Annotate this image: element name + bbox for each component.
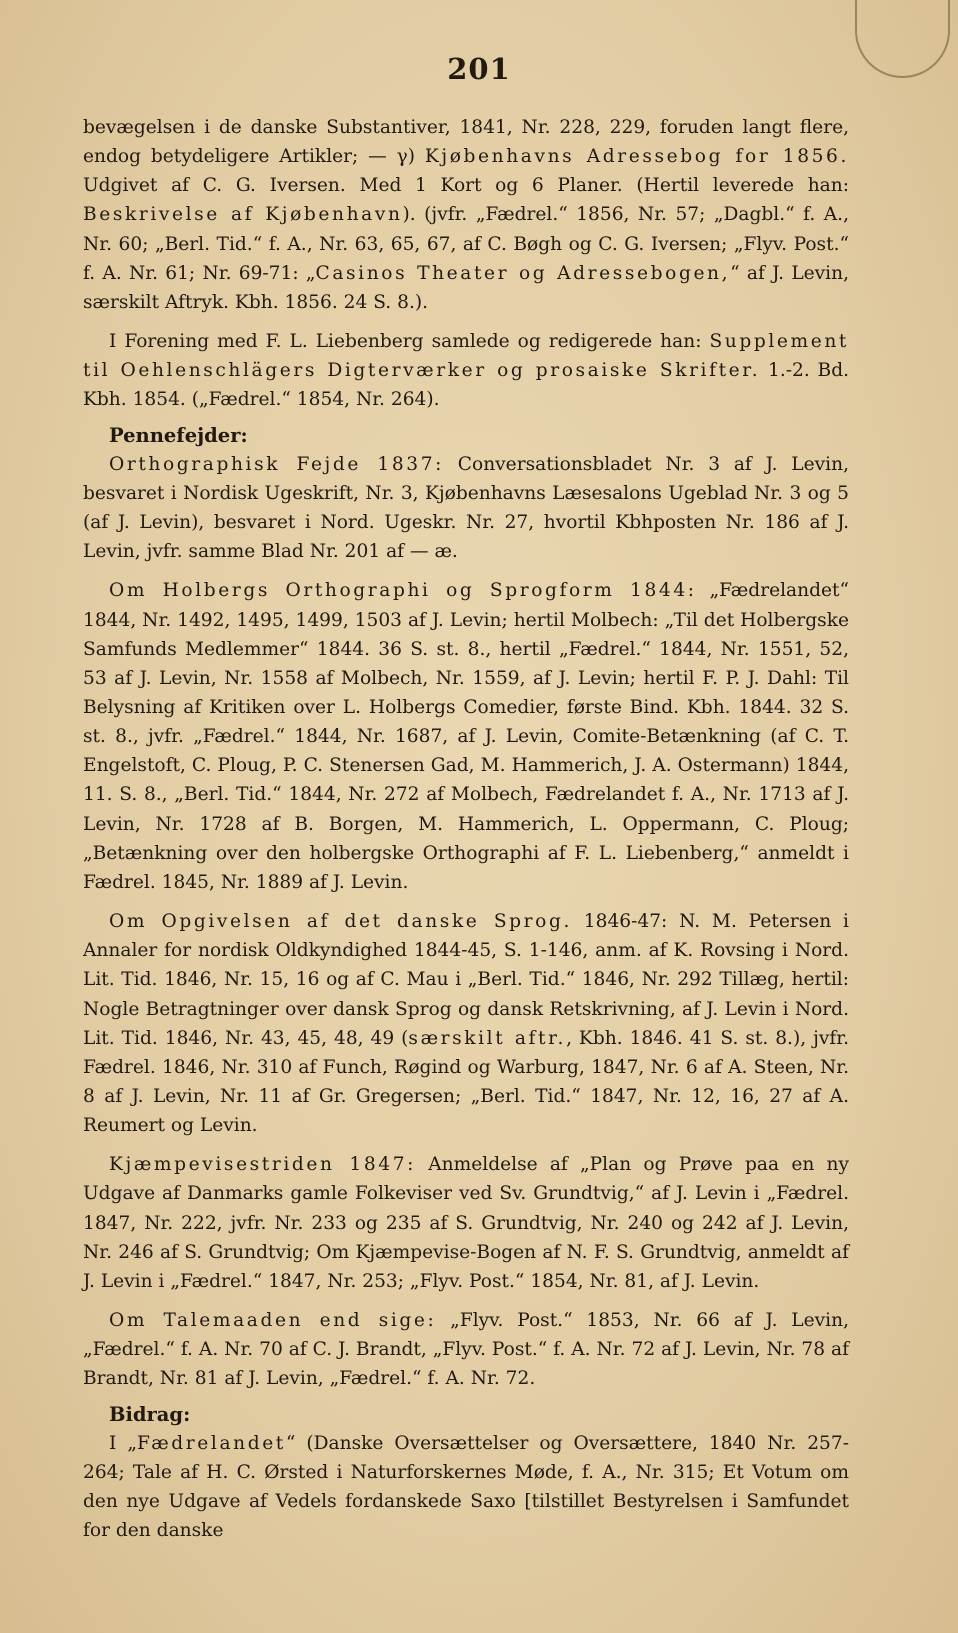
heading-pennefejder: Pennefejder:: [109, 423, 248, 447]
paragraph-orthographisk-fejde: Orthographisk Fejde 1837: Conversationsbladet Nr. 3 af J. Levin, besvaret i Nordisk Ugeskrift, Nr. 3, Kjøbenhavns Læsesalons Ugeblad Nr. 3 og 5 (af J. Levin), besvaret i Nord. Ugeskr. Nr. 27, hvortil Kbhposten Nr. 186 af J. Levin, jvfr. samme Blad Nr. 201 af — æ.: [83, 453, 849, 563]
paragraph-kjaempevise: Kjæmpevisestriden 1847: Anmeldelse af „Plan og Prøve paa en ny Udgave af Danmarks gamle Folkeviser ved Sv. Grundtvig,“ af J. Levin i „Fædrel. 1847, Nr. 222, jvfr. Nr. 233 og 235 af S. Grundtvig, Nr. 240 og 242 af J. Levin, Nr. 246 af S. Grundtvig; Om Kjæmpevise-Bogen af N. F. S. Grundtvig, anmeldt af J. Levin i „Fædrel.“ 1847, Nr. 253; „Flyv. Post.“ 1854, Nr. 81, af J. Levin.: [83, 1154, 850, 1292]
title-orthographisk-fejde: Orthographisk Fejde 1837:: [109, 453, 444, 475]
title-holberg: Om Holbergs Orthographi og Sprogform 1844:: [109, 580, 697, 602]
heading-bidrag: Bidrag:: [109, 1402, 191, 1426]
title-talemaaden: Om Talemaaden end sige:: [109, 1310, 437, 1332]
paragraph-faedrelandet: I „Fædrelandet“ (Danske Oversættelser og Oversættere, 1840 Nr. 257-264; Tale af H. C. Ørsted i Naturforskernes Møde, f. A., Nr. 315; Et Votum om den nye Udgave af Vedels fordanskede Saxo [tilstillet Bestyrelsen i Samfundet for den danske: [83, 1432, 850, 1542]
title-kjaempevise: Kjæmpevisestriden 1847:: [109, 1154, 417, 1176]
paragraph-adressebog: bevægelsen i de danske Substantiver, 1841, Nr. 228, 229, foruden langt flere, endog betydeligere Artikler; — γ) Kjøbenhavns Adressebog for 1856. Udgivet af C. G. Iversen. Med 1 Kort og 6 Planer. (Hertil leverede han: Beskrivelse af Kjøbenhavn). (jvfr. „Fædrel.“ 1856, Nr. 57; „Dagbl.“ f. A., Nr. 60; „Berl. Tid.“ f. A., Nr. 63, 65, 67, af C. Bøgh og C. G. Iversen; „Flyv. Post.“ f. A. Nr. 61; Nr. 69-71: „Casinos Theater og Adressebogen,“ af J. Levin, særskilt Aftryk. Kbh. 1856. 24 S. 8.).: [83, 117, 850, 313]
title-casinos: Casinos Theater og Adressebogen,: [315, 262, 731, 284]
paragraph-supplement: I Forening med F. L. Liebenberg samlede og redigerede han: Supplement til Oehlenschlägers Digterværker og prosaiske Skrifter. 1.-2. Bd. Kbh. 1854. („Fædrel.“ 1854, Nr. 264).: [83, 331, 850, 411]
paragraph-opgivelsen: Om Opgivelsen af det danske Sprog. 1846-47: N. M. Petersen i Annaler for nordisk Oldkyndighed 1844-45, S. 1-146, anm. af K. Rovsing i Nord. Lit. Tid. 1846, Nr. 15, 16 og af C. Mau i „Berl. Tid.“ 1846, Nr. 292 Tillæg, hertil: Nogle Betragtninger over dansk Sprog og dansk Retskrivning, af J. Levin i Nord. Lit. Tid. 1846, Nr. 43, 45, 48, 49 (særskilt aftr., Kbh. 1846. 41 S. st. 8.), jvfr. Fædrel. 1846, Nr. 310 af Funch, Røgind og Warburg, 1847, Nr. 6 af A. Steen, Nr. 8 af J. Levin, Nr. 11 af Gr. Gregersen; „Berl. Tid.“ 1847, Nr. 12, 16, 27 af A. Reumert og Levin.: [83, 911, 849, 1137]
title-supplement: Supplement til Oehlenschlägers Digterværker og prosaiske Skrifter.: [83, 331, 849, 382]
page-number: 201: [447, 52, 511, 86]
title-saerskilt: særskilt aftr.: [408, 1027, 567, 1049]
title-opgivelsen: Om Opgivelsen af det danske Sprog.: [109, 911, 572, 933]
title-beskrivelse: Beskrivelse af Kjøbenhavn: [83, 204, 403, 226]
paragraph-talemaaden: Om Talemaaden end sige: „Flyv. Post.“ 1853, Nr. 66 af J. Levin, „Fædrel.“ f. A. Nr. 70 af C. J. Brandt, „Flyv. Post.“ f. A. Nr. 72 af J. Levin, Nr. 78 af Brandt, Nr. 81 af J. Levin, „Fædrel.“ f. A. Nr. 72.: [83, 1310, 849, 1390]
paragraph-holberg: Om Holbergs Orthographi og Sprogform 1844: „Fædrelandet“ 1844, Nr. 1492, 1495, 1499, 1503 af J. Levin; hertil Molbech: „Til det Holbergske Samfunds Medlemmer“ 1844. 36 S. st. 8., hertil „Fædrel.“ 1844, Nr. 1551, 52, 53 af J. Levin, Nr. 1558 af Molbech, Nr. 1559, af J. Levin; hertil F. P. J. Dahl: Til Belysning af Kritiken over L. Holbergs Comedier, første Bind. Kbh. 1844. 32 S. st. 8., jvfr. „Fædrel.“ 1844, Nr. 1687, af J. Levin, Comite-Betænkning (af C. T. Engelstoft, C. Ploug, P. C. Stenersen Gad, M. Hammerich, J. A. Ostermann) 1844, 11. S. 8., „Berl. Tid.“ 1844, Nr. 272 af Molbech, Fædrelandet f. A., Nr. 1713 af J. Levin, Nr. 1728 af B. Borgen, M. Hammerich, L. Oppermann, C. Ploug; „Betænkning over den holbergske Orthographi af F. L. Liebenberg,“ anmeldt i Fædrel. 1845, Nr. 1889 af J. Levin.: [83, 580, 849, 893]
title-faedrelandet: Fædrelandet: [136, 1432, 286, 1454]
title-adressebog: Kjøbenhavns Adressebog for 1856.: [424, 146, 850, 168]
body-text: [83, 113, 849, 1545]
